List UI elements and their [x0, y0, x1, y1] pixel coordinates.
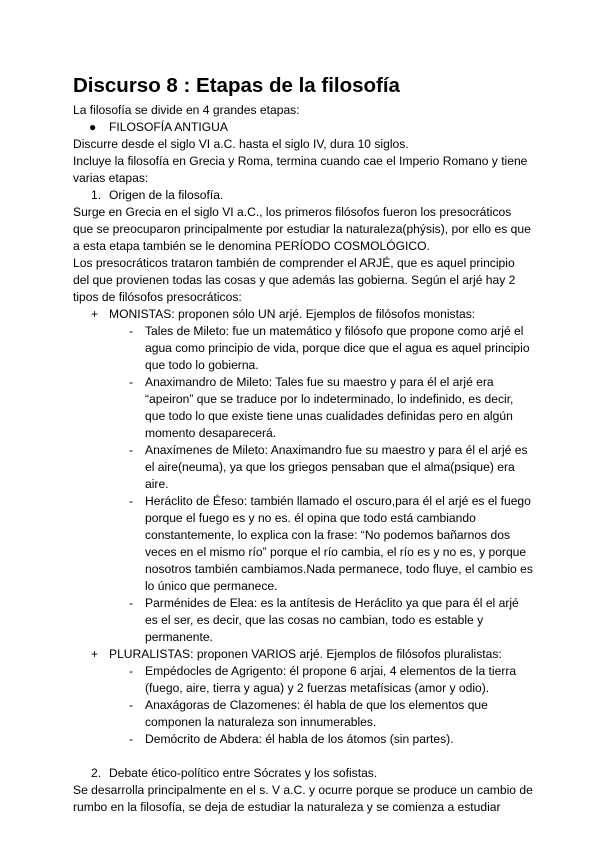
list-item-text: Tales de Mileto: fue un matemático y filósofo que propone como arjé el agua como principio de vida, porque dice que el agua es aquel principio que todo lo gobierna.	[145, 324, 530, 372]
dash-icon: -	[129, 324, 134, 338]
list-item-tales	[73, 323, 533, 374]
dash-icon: -	[129, 732, 134, 746]
numbered-item-debate	[73, 765, 533, 782]
list-item-label: Debate ético-político entre Sócrates y los sofistas.	[109, 766, 378, 780]
dash-icon: -	[129, 596, 134, 610]
intro-paragraph: La filosofía se divide en 4 grandes etapas:	[73, 103, 300, 117]
list-item-text: Anaxágoras de Clazomenes: él habla de que los elementos que componen la naturaleza son innumerables.	[145, 698, 488, 729]
blank-line	[73, 748, 533, 765]
list-item-anaxagoras	[73, 697, 533, 731]
paragraph-presocraticos: Los presocráticos trataron también de comprender el ARJÉ, que es aquel principio del que provienen todas las cosas y que además las gobierna. Según el arjé hay 2 tipos de filósofos presocráticos:	[73, 256, 516, 304]
document-page	[73, 72, 533, 816]
plus-icon: +	[91, 307, 99, 321]
dash-icon: -	[129, 443, 134, 457]
plus-icon: +	[91, 647, 99, 661]
paragraph-surge: Surge en Grecia en el siglo VI a.C., los primeros filósofos fueron los presocráticos que se preocuparon principalmente por estudiar la naturaleza(phýsis), por ello es que a esta etapa también se le denomina PERÍODO COSMOLÓGICO.	[73, 205, 531, 253]
list-item-text: Demócrito de Abdera: él habla de los átomos (sin partes).	[145, 732, 454, 746]
list-item-label: PLURALISTAS: proponen VARIOS arjé. Ejemplos de filósofos pluralistas:	[109, 647, 502, 661]
list-item-text: Anaximandro de Mileto: Tales fue su maestro y para él el arjé era “apeiron” que se traduce por lo indeterminado, lo indefinido, es decir, que todo lo que existe tiene unas cualidades definidas pero en algún momento desaparecerá.	[145, 375, 514, 440]
list-item-label: Origen de la filosofía.	[109, 188, 224, 202]
list-item-text: Anaxímenes de Mileto: Anaximandro fue su maestro y para él el arjé es el aire(neuma), ya que los griegos pensaban que el alma(psique) era aire.	[145, 443, 528, 491]
paragraph-desarrolla: Se desarrolla principalmente en el s. V a.C. y ocurre porque se produce un cambio de rumbo en la filosofía, se deja de estudiar la naturaleza y se comienza a estudiar	[73, 783, 533, 814]
list-item-democrito	[73, 731, 533, 748]
list-item-empedocles	[73, 663, 533, 697]
paragraph-discurre: Discurre desde el siglo VI a.C. hasta el siglo IV, dura 10 siglos.	[73, 137, 409, 151]
list-number: 1.	[91, 188, 102, 202]
paragraph-incluye: Incluye la filosofía en Grecia y Roma, termina cuando cae el Imperio Romano y tiene varias etapas:	[73, 154, 528, 185]
list-item-parmenides	[73, 595, 533, 646]
bullet-icon: ●	[89, 120, 97, 134]
list-item-heraclito	[73, 493, 533, 595]
list-item-label: MONISTAS: proponen sólo UN arjé. Ejemplos de filósofos monistas:	[109, 307, 476, 321]
dash-icon: -	[129, 698, 134, 712]
list-item-anaximenes	[73, 442, 533, 493]
list-item-text: Parménides de Elea: es la antítesis de Heráclito ya que para él el arjé es el ser, es decir, que las cosas no cambian, todo es estable y permanente.	[145, 596, 519, 644]
list-item-pluralistas	[73, 646, 533, 663]
numbered-item-origen	[73, 187, 533, 204]
list-item-monistas	[73, 306, 533, 323]
list-item-anaximandro	[73, 374, 533, 442]
list-number: 2.	[91, 766, 102, 780]
list-item-text: Heráclito de Éfeso: también llamado el oscuro,para él el arjé es el fuego porque el fuego es y no es. él opina que todo está cambiando constantemente, lo explica con la frase: “No podemos bañarnos dos veces en el mismo río” porque el río cambia, el río es y no es, y porque nosotros también cambiamos.Nada permanece, todo fluye, el cambio es lo único que permanece.	[145, 494, 533, 593]
list-item-label: FILOSOFÍA ANTIGUA	[109, 120, 228, 134]
list-item-stage-antigua	[73, 119, 533, 136]
dash-icon: -	[129, 664, 134, 678]
list-item-text: Empédocles de Agrigento: él propone 6 arjai, 4 elementos de la tierra (fuego, aire, tierra y agua) y 2 fuerzas metafísicas (amor y odio).	[145, 664, 517, 695]
dash-icon: -	[129, 494, 134, 508]
dash-icon: -	[129, 375, 134, 389]
page-title: Discurso 8 : Etapas de la filosofía	[73, 74, 400, 97]
